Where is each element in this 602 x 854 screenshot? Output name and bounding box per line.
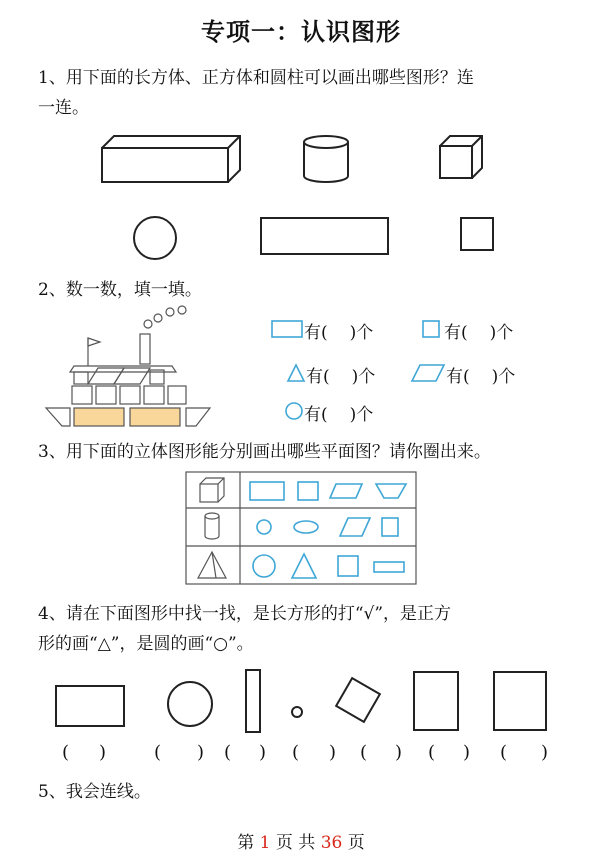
answer-paren-5[interactable]: ( ) [360, 742, 403, 763]
count-label-close: )个 [349, 405, 374, 425]
count-label-close: )个 [489, 323, 514, 343]
cuboid-figure [102, 136, 240, 182]
footer-prefix: 第 [237, 833, 255, 853]
square-count-row [444, 318, 513, 343]
solid-figure-table [184, 470, 420, 588]
rectangle-count-row [304, 318, 373, 343]
footer-suffix: 页 [347, 833, 365, 853]
rectangle-figure [261, 218, 388, 254]
square-figure [461, 218, 493, 250]
answer-paren-6[interactable]: ( ) [428, 742, 471, 763]
count-label-close: )个 [491, 367, 516, 387]
total-page-number: 36 [320, 833, 343, 853]
question-1-line-2: 一连。 [38, 98, 89, 118]
answer-paren-2[interactable]: ( ) [154, 742, 205, 763]
question-4-line-2: 形的画“△”，是圆的画“○”。 [38, 634, 254, 654]
square-count-icon [420, 318, 444, 340]
question-4-line-1: 4、请在下面图形中找一找，是长方形的打“√”，是正方 [38, 604, 452, 624]
cylinder-figure [304, 136, 348, 182]
question-1-figures [0, 128, 602, 260]
shape-circle-small [292, 707, 302, 717]
circle-count-row [304, 400, 373, 425]
question-1-line-1: 1、用下面的长方体、正方体和圆柱可以画出哪些图形？连 [38, 68, 474, 88]
page-footer [0, 828, 602, 853]
circle-figure [134, 217, 176, 259]
page-title: 专项一：认识图形 [201, 18, 401, 46]
shape-square-rotated [336, 678, 380, 722]
answer-paren-3[interactable]: ( ) [224, 742, 267, 763]
shape-rectangle-portrait [414, 672, 458, 730]
rectangle-count-icon [270, 318, 304, 340]
shape-square [494, 672, 546, 730]
footer-middle: 页 共 [275, 833, 316, 853]
count-label-close: )个 [349, 323, 374, 343]
parallelogram-count-icon [410, 362, 446, 384]
shape-rectangle-tall-thin [246, 670, 260, 732]
count-label-open: 有( [446, 367, 470, 387]
question-5-text: 5、我会连线。 [38, 782, 151, 802]
answer-paren-1[interactable]: ( ) [62, 742, 107, 763]
count-label-open: 有( [304, 405, 328, 425]
parallelogram-count-row [446, 362, 515, 387]
circle-count-icon [284, 400, 306, 422]
shape-rectangle-wide [56, 686, 124, 726]
cube-figure [440, 136, 482, 178]
count-label-open: 有( [444, 323, 468, 343]
triangle-count-icon [286, 362, 308, 384]
count-label-open: 有( [304, 323, 328, 343]
answer-paren-4[interactable]: ( ) [292, 742, 337, 763]
question-4-shapes [0, 664, 602, 736]
answer-paren-7[interactable]: ( ) [500, 742, 549, 763]
question-3-text: 3、用下面的立体图形能分别画出哪些平面图？请你圈出来。 [38, 442, 491, 462]
triangle-count-row [306, 362, 375, 387]
count-label-close: )个 [351, 367, 376, 387]
current-page-number: 1 [259, 833, 271, 853]
ship-figure [40, 300, 220, 430]
question-2-text: 2、数一数，填一填。 [38, 280, 202, 300]
count-label-open: 有( [306, 367, 330, 387]
shape-circle-large [168, 682, 212, 726]
